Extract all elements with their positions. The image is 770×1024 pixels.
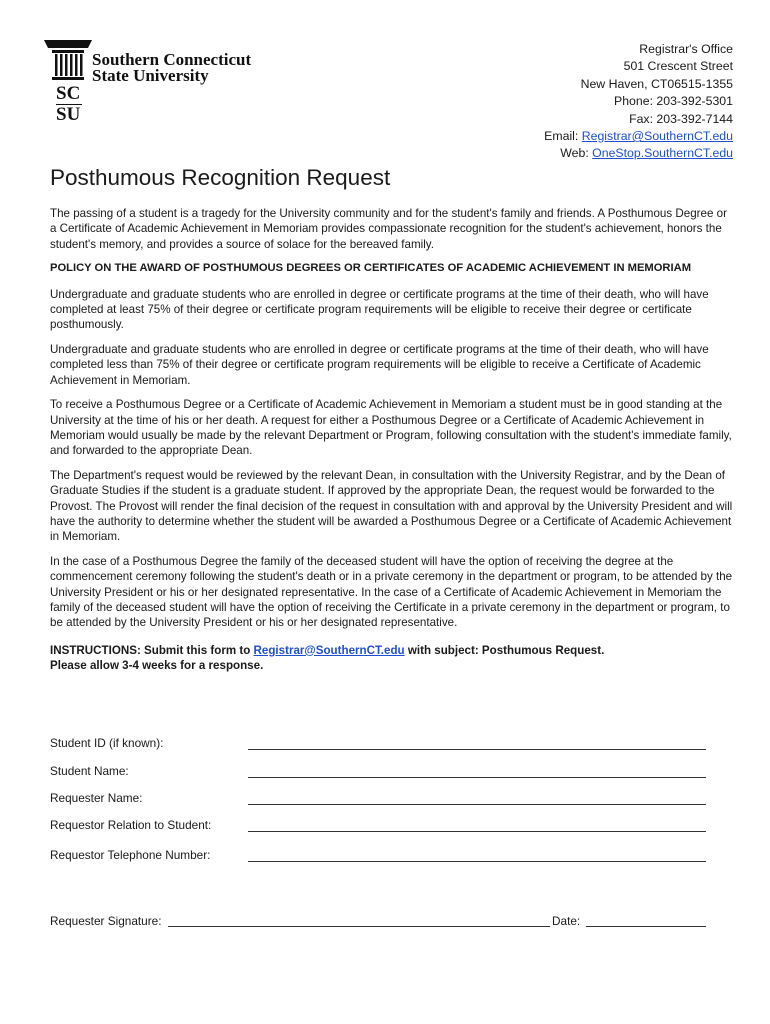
- phone-number: Phone: 203-392-5301: [614, 94, 733, 109]
- telephone-field[interactable]: [248, 861, 706, 862]
- instructions-line1: [50, 643, 734, 658]
- signature-field[interactable]: [168, 926, 550, 927]
- monogram-line2: SU: [56, 104, 81, 125]
- relation-row: [50, 814, 710, 834]
- column-logo-icon: [44, 40, 92, 84]
- web-link[interactable]: OneStop.SouthernCT.edu: [592, 146, 733, 161]
- contact-block: [544, 41, 733, 163]
- relation-field[interactable]: [248, 831, 706, 832]
- instructions-prefix: INSTRUCTIONS: Submit this form to: [50, 643, 254, 657]
- policy-heading: POLICY ON THE AWARD OF POSTHUMOUS DEGREES OR CERTIFICATES OF ACADEMIC ACHIEVEMENT IN MEMORIAM: [50, 262, 692, 275]
- student-name-field[interactable]: [248, 777, 706, 778]
- email-link[interactable]: Registrar@SouthernCT.edu: [581, 129, 733, 144]
- instructions-email-link[interactable]: Registrar@SouthernCT.edu: [253, 643, 405, 657]
- policy-body: [50, 206, 734, 673]
- monogram-line1: SC: [56, 83, 81, 104]
- student-id-row: [50, 732, 710, 752]
- telephone-label: Requestor Telephone Number:: [50, 848, 211, 862]
- university-logo: [44, 40, 254, 124]
- student-name-row: [50, 760, 710, 780]
- instructions: [50, 643, 734, 674]
- city-address: New Haven, CT06515-1355: [580, 76, 733, 91]
- policy-paragraph-5: In the case of a Posthumous Degree the family of the deceased student will have the option of receiving the degree at the commencement ceremony following the student's death or in a private ceremony in the department or program, to be attended by the University President or his or her designated representative. In the case of a Certificate of Academic Achievement in Memoriam the family of the deceased student will have the option of receiving the Certificate in a private ceremony in the department or program, to be attended by the University President or his or her designated representative.: [50, 555, 733, 630]
- signature-label: Requester Signature:: [50, 914, 162, 928]
- email-label: Email:: [544, 129, 582, 144]
- requester-name-field[interactable]: [248, 804, 706, 805]
- university-name-line1: Southern Connecticut: [92, 50, 252, 69]
- page-title: Posthumous Recognition Request: [50, 165, 391, 190]
- university-name-line2: State University: [92, 66, 209, 85]
- web-label: Web:: [560, 146, 593, 161]
- student-id-label: Student ID (if known):: [50, 736, 164, 750]
- student-id-field[interactable]: [248, 749, 706, 750]
- telephone-row: [50, 844, 710, 864]
- instructions-suffix: with subject: Posthumous Request.: [404, 643, 605, 657]
- signature-row: [50, 910, 710, 930]
- fax-number: Fax: 203-392-7144: [629, 111, 733, 126]
- date-field[interactable]: [586, 926, 706, 927]
- street-address: 501 Crescent Street: [623, 59, 733, 74]
- email-line: [544, 128, 733, 145]
- university-name: [92, 52, 251, 84]
- policy-paragraph-1: Undergraduate and graduate students who are enrolled in degree or certificate programs at the time of their death, who will have completed at least 75% of their degree or certificate program requirements will be eligible to receive their degree or certificate posthumously.: [50, 287, 709, 332]
- policy-paragraph-3: To receive a Posthumous Degree or a Certificate of Academic Achievement in Memoriam a student must be in good standing at the University at the time of his or her death. A request for either a Posthumous Degree or a Certificate of Academic Achievement in Memoriam would usually be made by the relevant Department or Program, following consultation with the student's immediate family, and forwarded to the appropriate Dean.: [50, 398, 732, 458]
- student-name-label: Student Name:: [50, 764, 129, 778]
- instructions-line2: Please allow 3-4 weeks for a response.: [50, 658, 264, 672]
- requester-name-row: [50, 787, 710, 807]
- relation-label: Requestor Relation to Student:: [50, 818, 212, 832]
- requester-name-label: Requester Name:: [50, 791, 143, 805]
- policy-paragraph-4: The Department's request would be reviewed by the relevant Dean, in consultation with the University Registrar, and by the Dean of Graduate Studies if the student is a graduate student. If approved by the appropriate Dean, the request would be forwarded to the Provost. The Provost will render the final decision of the request in consultation with and approval by the University President and will have the authority to determine whether the student will be awarded a Posthumous Degree or a Certificate of Academic Achievement in Memoriam.: [50, 469, 733, 544]
- office-name: Registrar's Office: [639, 42, 733, 56]
- web-line: [544, 145, 733, 162]
- university-monogram: [56, 85, 82, 124]
- date-label: Date:: [552, 914, 581, 928]
- policy-paragraph-2: Undergraduate and graduate students who are enrolled in degree or certificate programs at the time of their death, who will have completed less than 75% of their degree or certificate program requirements will be eligible to receive a Certificate of Academic Achievement in Memoriam.: [50, 343, 709, 387]
- intro-paragraph: The passing of a student is a tragedy for the University community and for the student's family and friends. A Posthumous Degree or a Certificate of Academic Achievement in Memoriam provides compassionate recognition for the student's achievement, honors the student's memory, and provides a source of solace for the bereaved family.: [50, 207, 727, 251]
